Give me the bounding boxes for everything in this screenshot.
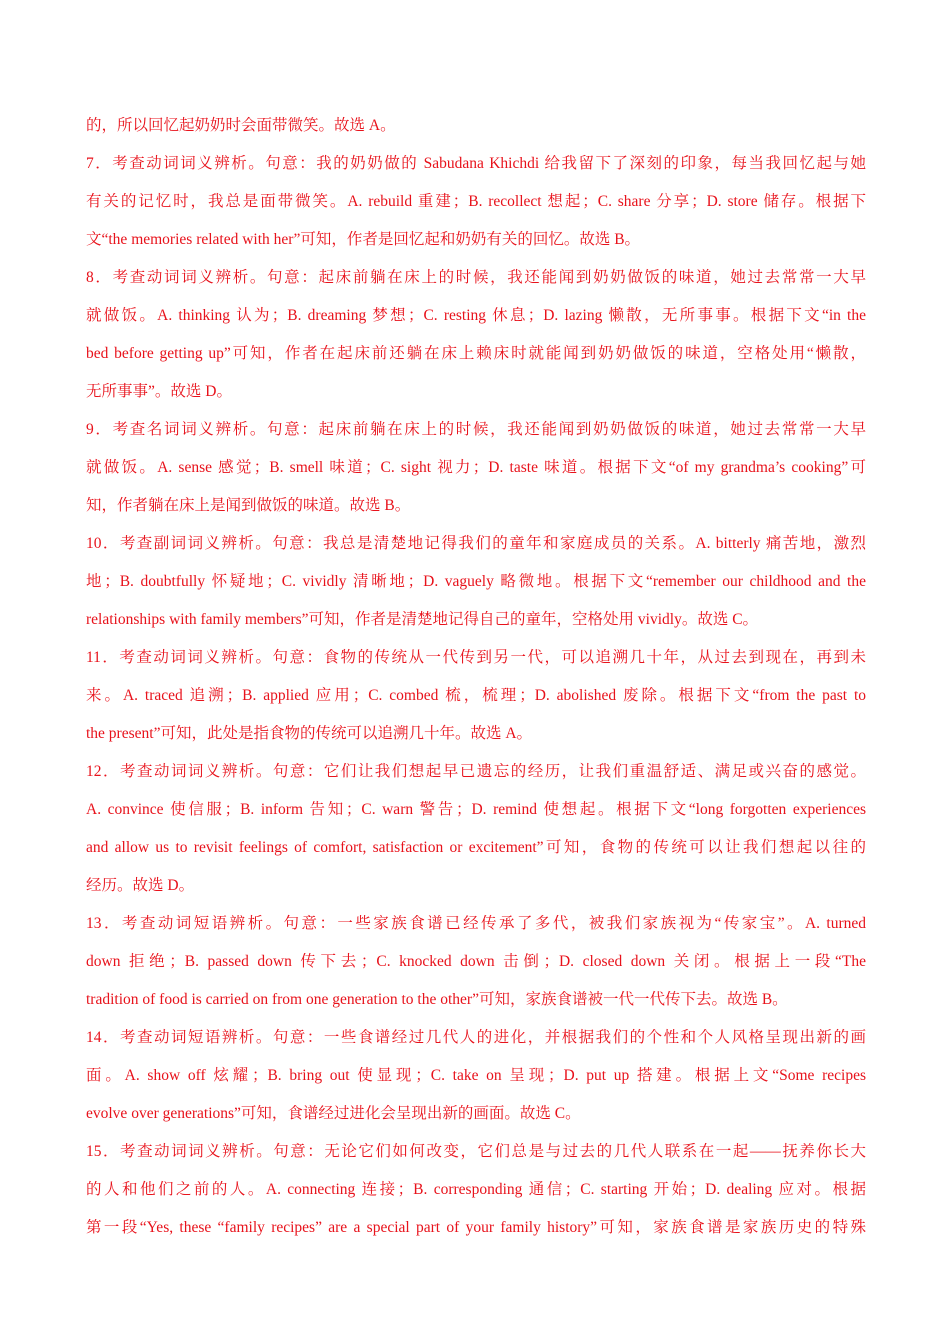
- text-line: the present”可知，此处是指食物的传统可以追溯几十年。故选 A。: [86, 725, 533, 742]
- text-line: and allow us to revisit feelings of comfort, satisfaction or excitement”可知，食物的传统可以让我们想起以往的: [86, 839, 866, 856]
- text-line: 有关的记忆时，我总是面带微笑。A. rebuild 重建；B. recollect 想起；C. share 分享；D. store 储存。根据下: [86, 193, 866, 210]
- text-line: 15．考查动词词义辨析。句意：无论它们如何改变，它们总是与过去的几代人联系在一起——抚养你长大: [86, 1143, 866, 1160]
- text-line: A. convince 使信服；B. inform 告知；C. warn 警告；D. remind 使想起。根据下文“long forgotten experiences: [86, 801, 866, 818]
- text-line: 10．考查副词词义辨析。句意：我总是清楚地记得我们的童年和家庭成员的关系。A. bitterly 痛苦地，激烈: [86, 535, 866, 552]
- text-line: 就做饭。A. thinking 认为；B. dreaming 梦想；C. resting 休息；D. lazing 懒散，无所事事。根据下文“in the: [86, 307, 866, 324]
- text-line: 8．考查动词词义辨析。句意：起床前躺在床上的时候，我还能闻到奶奶做饭的味道，她过去常常一大早: [86, 269, 866, 286]
- text-line: evolve over generations”可知，食谱经过进化会呈现出新的画面。故选 C。: [86, 1105, 581, 1122]
- text-line: 地；B. doubtfully 怀疑地；C. vividly 清晰地；D. vaguely 略微地。根据下文“remember our childhood and the: [86, 573, 866, 590]
- text-line: 的，所以回忆起奶奶时会面带微笑。故选 A。: [86, 117, 396, 134]
- text-line: 来。A. traced 追溯；B. applied 应用；C. combed 梳，梳理；D. abolished 废除。根据下文“from the past to: [86, 687, 866, 704]
- text-line: 第一段“Yes, these “family recipes” are a special part of your family history”可知，家族食谱是家族历史的特殊: [86, 1219, 866, 1236]
- text-line: 14．考查动词短语辨析。句意：一些食谱经过几代人的进化，并根据我们的个性和个人风格呈现出新的画: [86, 1029, 866, 1046]
- text-line: bed before getting up”可知，作者在起床前还躺在床上赖床时就能闻到奶奶做饭的味道，空格处用“懒散，: [86, 345, 866, 362]
- text-line: 文“the memories related with her”可知，作者是回忆起和奶奶有关的回忆。故选 B。: [86, 231, 641, 248]
- text-line: 就做饭。A. sense 感觉；B. smell 味道；C. sight 视力；D. taste 味道。根据下文“of my grandma’s cooking”可: [86, 459, 866, 476]
- text-line: 13．考查动词短语辨析。句意：一些家族食谱已经传承了多代，被我们家族视为“传家宝”。A. turned: [86, 915, 866, 932]
- text-line: 11．考查动词词义辨析。句意：食物的传统从一代传到另一代，可以追溯几十年，从过去到现在，再到未: [86, 649, 866, 666]
- text-line: relationships with family members”可知，作者是清楚地记得自己的童年，空格处用 vividly。故选 C。: [86, 611, 759, 628]
- text-line: 7．考查动词词义辨析。句意：我的奶奶做的 Sabudana Khichdi 给我留下了深刻的印象，每当我回忆起与她: [86, 155, 866, 172]
- text-line: 无所事事”。故选 D。: [86, 383, 232, 400]
- text-line: down 拒绝；B. passed down 传下去；C. knocked down 击倒；D. closed down 关闭。根据上一段“The: [86, 953, 866, 970]
- text-line: 9．考查名词词义辨析。句意：起床前躺在床上的时候，我还能闻到奶奶做饭的味道，她过去常常一大早: [86, 421, 866, 438]
- answer-explanations: [86, 107, 866, 1247]
- text-line: tradition of food is carried on from one generation to the other”可知，家族食谱被一代一代传下去。故选 B。: [86, 991, 788, 1008]
- text-line: 12．考查动词词义辨析。句意：它们让我们想起早已遗忘的经历，让我们重温舒适、满足或兴奋的感觉。: [86, 763, 866, 780]
- text-line: 面。A. show off 炫耀；B. bring out 使显现；C. take on 呈现；D. put up 搭建。根据上文“Some recipes: [86, 1067, 866, 1084]
- text-line: 知，作者躺在床上是闻到做饭的味道。故选 B。: [86, 497, 411, 514]
- text-line: 的人和他们之前的人。A. connecting 连接；B. corresponding 通信；C. starting 开始；D. dealing 应对。根据: [86, 1181, 866, 1198]
- text-line: 经历。故选 D。: [86, 877, 195, 894]
